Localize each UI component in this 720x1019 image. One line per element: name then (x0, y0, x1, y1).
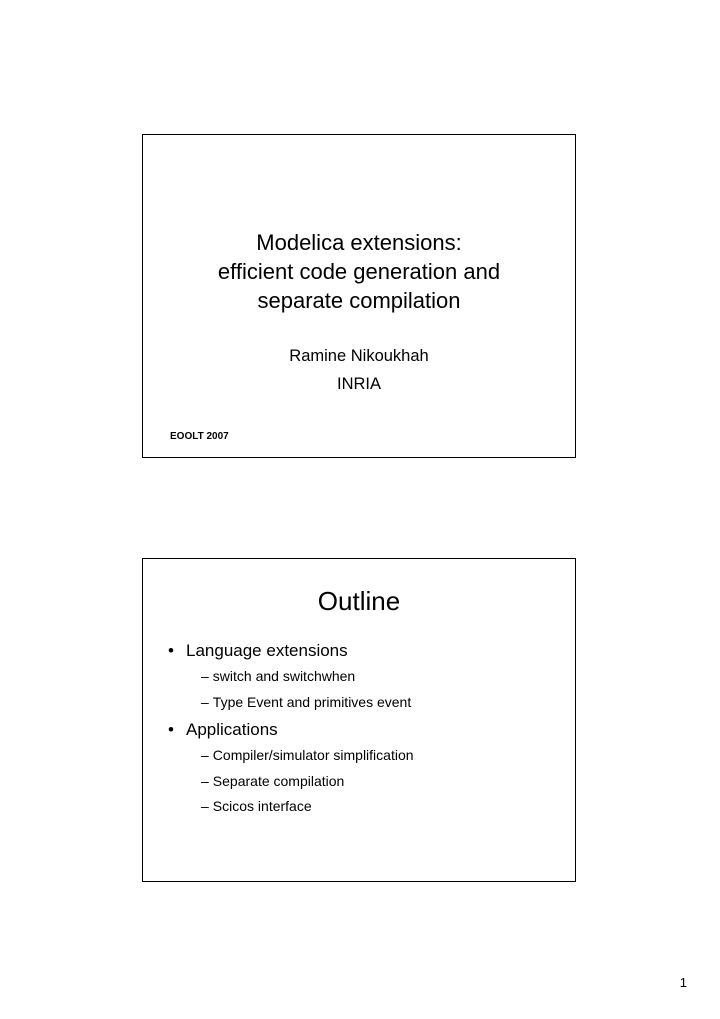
dash-icon: – (201, 798, 209, 814)
outline-item-label: Language extensions (186, 641, 348, 660)
dash-icon: – (201, 693, 209, 710)
outline-list (168, 638, 565, 822)
outline-item-label: Applications (186, 720, 278, 739)
page-number: 1 (679, 975, 687, 990)
outline-subitem (201, 690, 565, 716)
slide-outline (142, 558, 576, 882)
outline-subitem (201, 769, 565, 795)
author-affiliation: INRIA (336, 375, 381, 393)
slide-title-heading (143, 228, 575, 315)
author-block (143, 342, 575, 398)
bullet-icon: • (168, 720, 174, 739)
title-line: efficient code generation and (217, 259, 501, 284)
outline-subitem-label: Separate compilation (212, 772, 345, 789)
dash-icon: – (201, 772, 209, 789)
outline-subitem-label: Type Event and primitives event (212, 693, 412, 710)
outline-sublist (186, 743, 565, 822)
conference-label: EOOLT 2007 (170, 431, 229, 442)
dash-icon: – (201, 668, 209, 684)
outline-subitem (201, 794, 565, 820)
outline-item (168, 717, 565, 822)
title-line: Modelica extensions: (256, 230, 462, 255)
bullet-icon: • (168, 641, 174, 660)
outline-subitem (201, 664, 565, 690)
dash-icon: – (201, 747, 209, 763)
outline-item (168, 638, 565, 717)
outline-title: Outline (317, 586, 401, 616)
author-name: Ramine Nikoukhah (289, 347, 429, 365)
title-line: separate compilation (257, 288, 461, 313)
outline-sublist (186, 664, 565, 717)
slide-title (142, 134, 576, 458)
outline-subitem-label: Scicos interface (212, 798, 312, 814)
outline-subitem (201, 743, 565, 769)
outline-subitem-label: Compiler/simulator simplification (212, 747, 414, 763)
outline-subitem-label: switch and switchwhen (212, 668, 356, 684)
